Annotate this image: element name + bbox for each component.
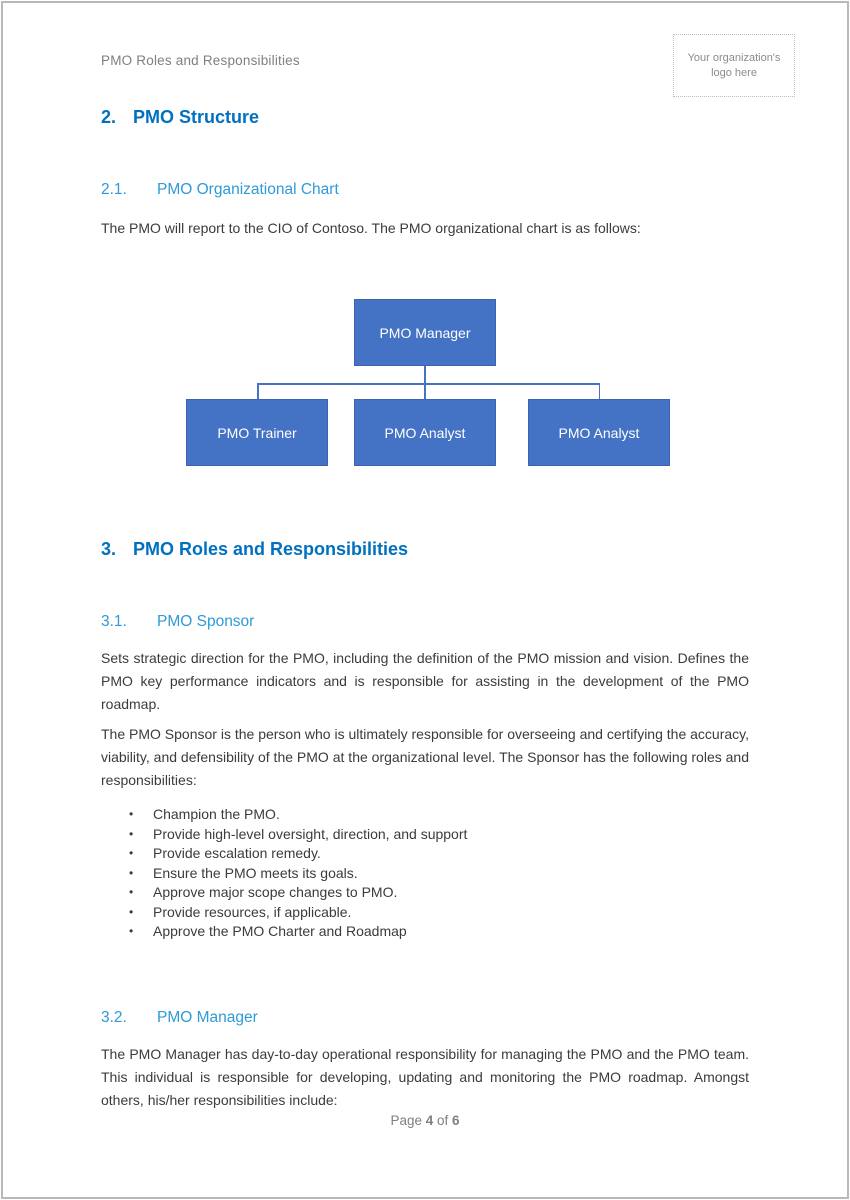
list-item-text: Provide resources, if applicable. <box>153 903 352 920</box>
list-item-text: Approve major scope changes to PMO. <box>153 884 398 900</box>
list-item <box>101 922 749 942</box>
connector-line <box>257 383 600 385</box>
org-chart <box>101 299 749 466</box>
heading-title: PMO Sponsor <box>157 613 255 630</box>
org-node-analyst-1 <box>354 399 496 466</box>
bullet-marker: • <box>129 904 134 919</box>
org-node-trainer <box>186 399 328 466</box>
page-footer <box>3 1113 847 1128</box>
list-item <box>101 825 749 845</box>
section-2-1-heading <box>101 180 749 200</box>
list-item-text: Ensure the PMO meets its goals. <box>153 864 358 881</box>
bullet-marker: • <box>129 846 134 860</box>
list-item <box>101 844 749 864</box>
bullet-marker: • <box>129 885 134 899</box>
sponsor-responsibilities-list <box>101 805 749 942</box>
document-page <box>1 1 849 1199</box>
bullet-marker: • <box>129 924 134 938</box>
connector-line <box>424 383 426 399</box>
list-item <box>101 864 749 884</box>
list-item <box>101 805 749 825</box>
bullet-marker: • <box>129 807 134 821</box>
heading-title: PMO Organizational Chart <box>157 181 339 198</box>
org-node-label: PMO Analyst <box>384 424 466 441</box>
org-node-manager <box>354 299 496 366</box>
heading-title: PMO Manager <box>157 1008 258 1026</box>
org-node-analyst-2 <box>528 399 670 466</box>
para-sponsor-2: The PMO Sponsor is the person who is ultimately responsible for overseeing and certifying the accuracy, viability, and defensibility of the PMO at the organizational level. The Sponsor has the following roles and responsibilities: <box>101 726 749 788</box>
heading-title: PMO Roles and Responsibilities <box>133 539 409 559</box>
section-3-heading <box>101 538 749 561</box>
heading-number: 2.1. <box>101 181 127 198</box>
running-header: PMO Roles and Responsibilities <box>101 53 300 68</box>
org-node-label: PMO Manager <box>379 324 471 341</box>
footer-label: Page <box>390 1113 422 1128</box>
list-item-text: Champion the PMO. <box>153 806 280 822</box>
heading-title: PMO Structure <box>133 107 260 127</box>
connector-line <box>257 383 259 399</box>
org-node-label: PMO Trainer <box>217 424 297 441</box>
list-item <box>101 903 749 923</box>
heading-number: 3.1. <box>101 613 127 630</box>
org-node-label: PMO Analyst <box>558 424 640 441</box>
connector-line <box>424 366 426 384</box>
section-2-heading <box>101 106 749 129</box>
section-3-1-heading <box>101 612 749 632</box>
list-item-text: Provide high-level oversight, direction, and support <box>153 825 468 842</box>
footer-page-number: 4 <box>425 1113 434 1128</box>
section-3-2-heading <box>101 1008 749 1028</box>
para-org-chart-intro: The PMO will report to the CIO of Contoso. The PMO organizational chart is as follows: <box>101 220 641 236</box>
document-body <box>3 3 847 1112</box>
footer-separator: of <box>437 1113 449 1128</box>
heading-number: 3. <box>101 539 117 559</box>
para-manager-1: The PMO Manager has day-to-day operational responsibility for managing the PMO and the PMO team. This individual is responsible for developing, updating and monitoring the PMO roadmap. Amongst others, his/her responsibilities include: <box>101 1045 749 1108</box>
bullet-marker: • <box>129 865 134 880</box>
logo-placeholder-text: Your organization's logo here <box>687 51 781 79</box>
connector-line <box>599 383 601 399</box>
list-item-text: Approve the PMO Charter and Roadmap <box>153 923 407 939</box>
heading-number: 2. <box>101 107 117 127</box>
bullet-marker: • <box>129 826 134 841</box>
heading-number: 3.2. <box>101 1008 127 1026</box>
list-item-text: Provide escalation remedy. <box>153 845 321 861</box>
list-item <box>101 883 749 903</box>
para-sponsor-1: Sets strategic direction for the PMO, including the definition of the PMO mission and vision. Defines the PMO key performance indicators and is responsible for assisting in the development of the PMO roadmap. <box>101 650 749 712</box>
footer-total-pages: 6 <box>452 1113 460 1128</box>
